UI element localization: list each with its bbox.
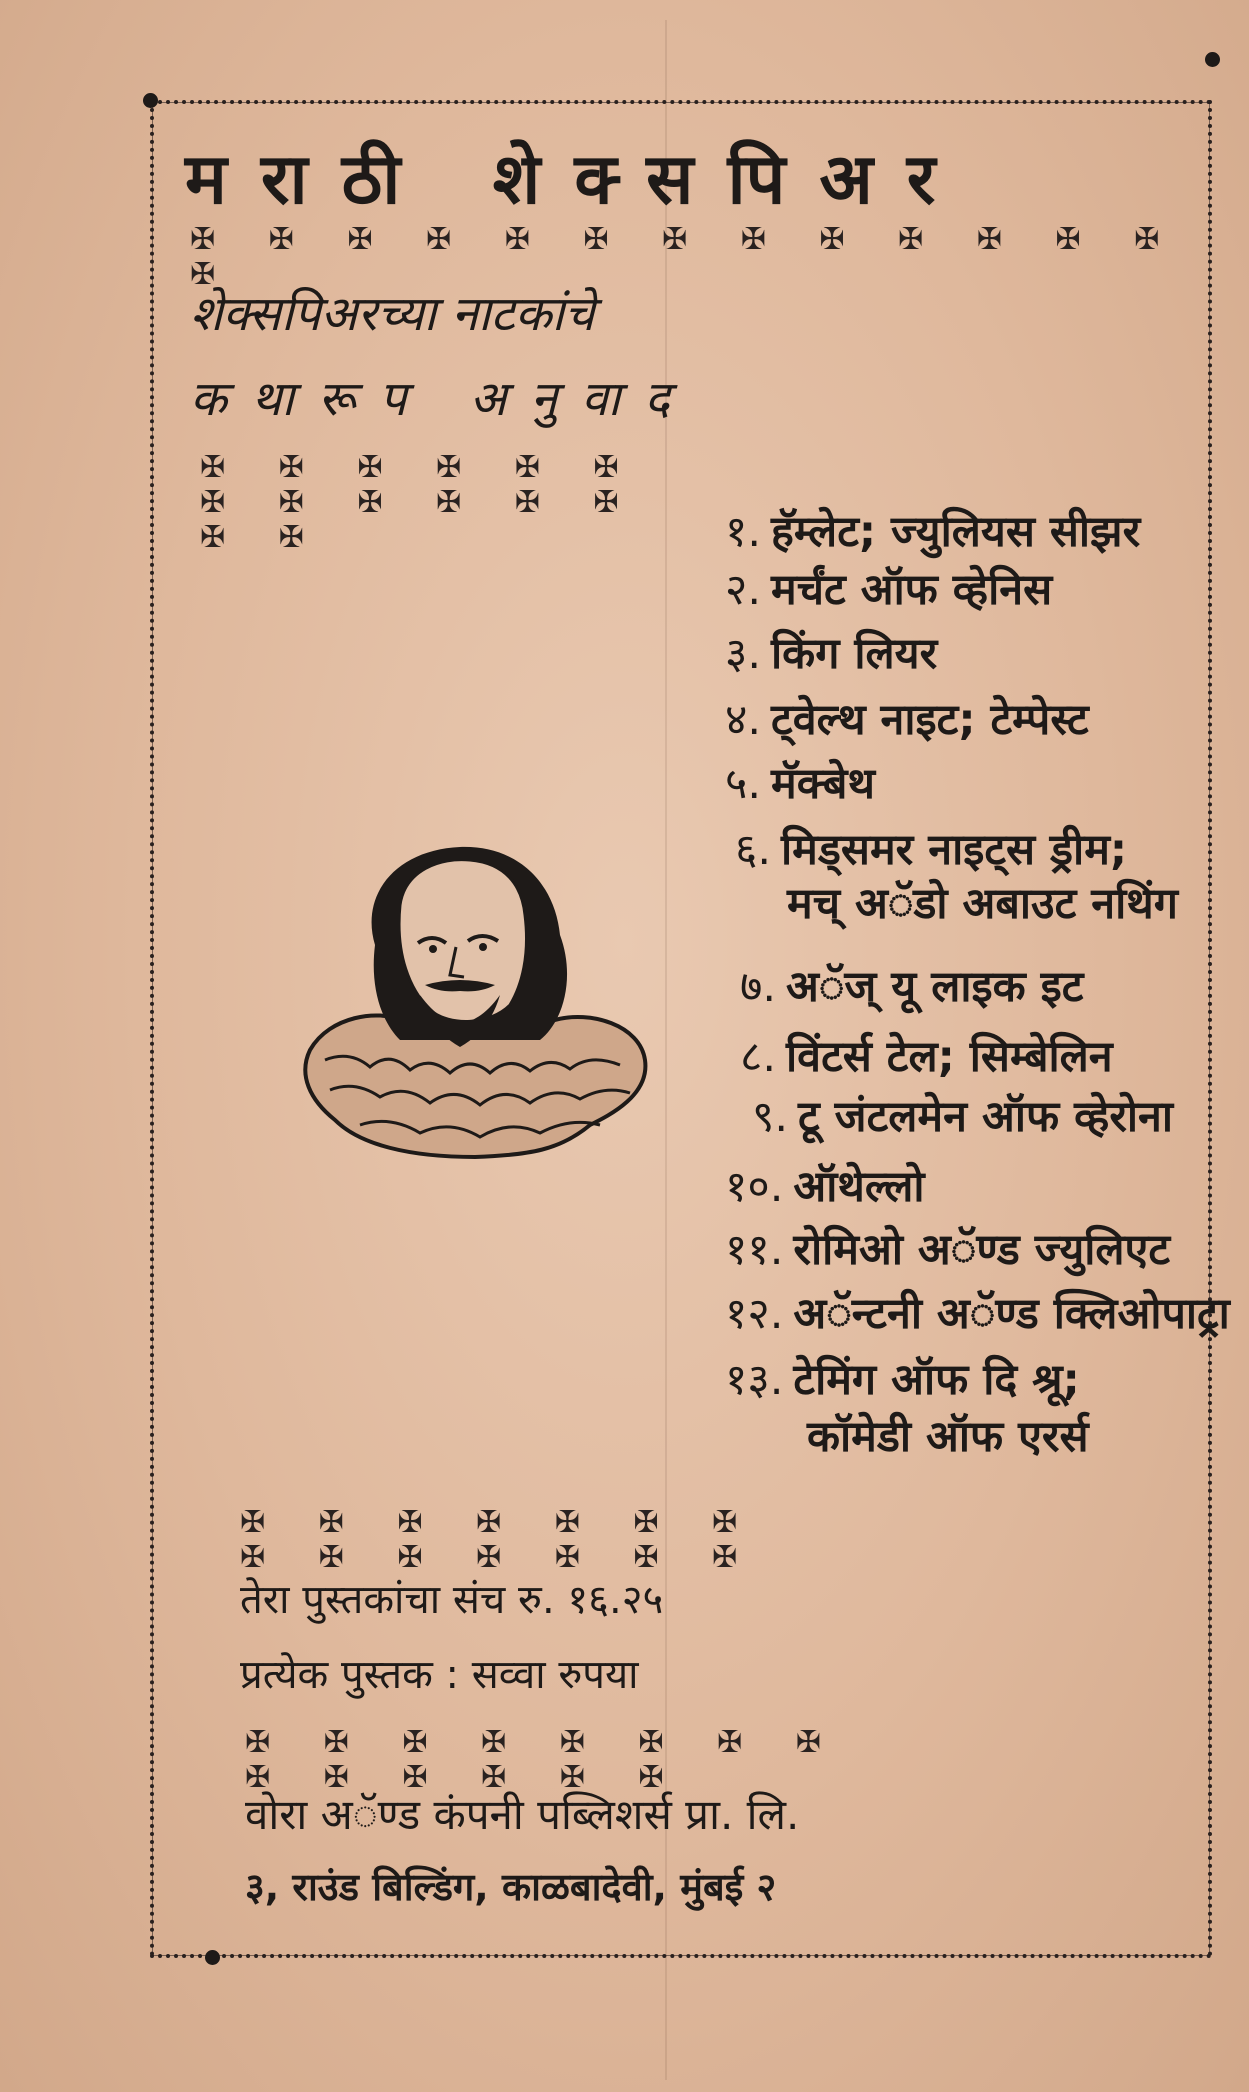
publisher-name: वोरा अॅण्ड कंपनी पब्लिशर्स प्रा. लि. xyxy=(245,1790,800,1839)
shakespeare-portrait-icon xyxy=(290,835,660,1165)
book-item-8: ८. विंटर्स टेल; सिम्बेलिन xyxy=(740,1032,1113,1082)
book-item-3: ३. किंग लियर xyxy=(725,629,938,679)
ornament-row: ✠ ✠ ✠ ✠ ✠ ✠ ✠ ✠ ✠ ✠ ✠ ✠ ✠ ✠ xyxy=(240,1505,760,1575)
book-item-7: ७. अॅज् यू लाइक इट xyxy=(740,962,1084,1012)
corner-dot-icon xyxy=(143,93,158,108)
book-item-13: १३. टेमिंग ऑफ दि श्रू; xyxy=(725,1355,1080,1405)
ornament-row: ✠ ✠ ✠ ✠ ✠ ✠ ✠ ✠ ✠ ✠ ✠ ✠ ✠ ✠ xyxy=(190,222,1182,292)
page-title: मराठी शेक्सपिअर xyxy=(185,138,970,220)
subtitle-line-2: कथारूप अनुवाद xyxy=(190,371,694,427)
book-item-13-continued: कॉमेडी ऑफ एरर्स xyxy=(807,1412,1089,1462)
book-item-4: ४. ट्वेल्थ नाइट; टेम्पेस्ट xyxy=(725,695,1089,745)
book-item-6: ६. मिड्समर नाइट्स ड्रीम; xyxy=(735,825,1128,875)
subtitle-line-1: शेक्सपिअरच्या नाटकांचे xyxy=(190,286,595,342)
ornament-row: ✠ ✠ ✠ ✠ ✠ ✠ ✠ ✠ ✠ ✠ ✠ ✠ ✠ ✠ xyxy=(200,450,641,555)
book-item-12: १२. अॅन्टनी अॅण्ड क्लिओपाट्रा xyxy=(725,1289,1230,1339)
book-item-5: ५. मॅक्बेथ xyxy=(725,759,875,809)
book-item-9: ९. टू जंटलमेन ऑफ व्हेरोना xyxy=(752,1092,1174,1142)
book-item-10: १०. ऑथेल्लो xyxy=(725,1162,925,1212)
ornament-row: ✠ ✠ ✠ ✠ ✠ ✠ ✠ ✠ ✠ ✠ ✠ ✠ ✠ ✠ xyxy=(245,1725,843,1795)
corner-dot-icon xyxy=(1205,52,1220,67)
corner-dot-icon xyxy=(205,1950,220,1965)
book-item-2: २. मर्चंट ऑफ व्हेनिस xyxy=(725,565,1053,615)
price-each: प्रत्येक पुस्तक : सव्वा रुपया xyxy=(240,1652,639,1698)
book-item-1: १. हॅम्लेट; ज्युलियस सीझर xyxy=(725,507,1141,557)
price-set: तेरा पुस्तकांचा संच रु. १६.२५ xyxy=(240,1577,664,1623)
book-item-6-continued: मच् अॅडो अबाउट नथिंग xyxy=(787,879,1178,929)
publisher-address: ३, राउंड बिल्डिंग, काळबादेवी, मुंबई २ xyxy=(245,1865,777,1909)
book-item-11: ११. रोमिओ अॅण्ड ज्युलिएट xyxy=(725,1225,1170,1275)
